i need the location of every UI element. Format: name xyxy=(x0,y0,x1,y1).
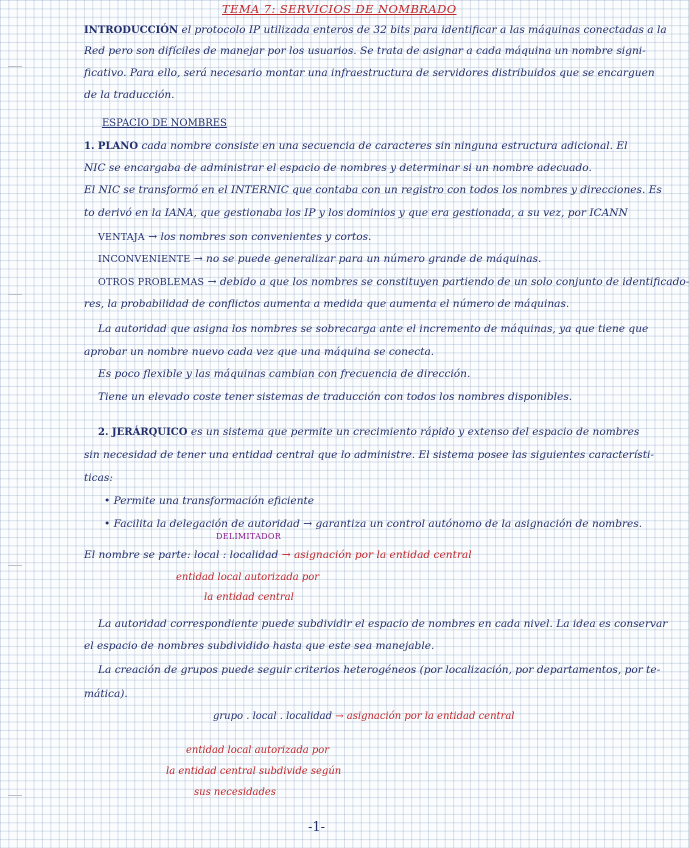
plano-lead: 1. PLANO xyxy=(84,141,139,152)
inconveniente-label: INCONVENIENTE xyxy=(98,254,191,265)
plano-line xyxy=(84,140,628,153)
jerarquico-lead: 2. JERÁRQUICO xyxy=(98,427,188,438)
otros-line: Tiene un elevado coste tener sistemas de traducción con todos los nombres disponibles. xyxy=(98,391,573,403)
intro-lead: INTRODUCCIÓN xyxy=(84,25,179,36)
ventaja-label: VENTAJA xyxy=(98,232,145,243)
intro-line: Red pero son difíciles de manejar por los usuarios. Se trata de asignar a cada máquina un nombre signi- xyxy=(84,45,646,57)
plano-line: to derivó en la IANA, que gestionaba los IP y los dominios y que era gestionada, a su vez, por ICANN xyxy=(84,207,628,219)
otros-line: OTROS PROBLEMAS → debido a que los nombres se constituyen partiendo de un solo conjunto de identificado- xyxy=(98,276,689,288)
page-number: -1- xyxy=(308,820,326,835)
inconveniente-text: no se puede generalizar para un número grande de máquinas. xyxy=(206,253,542,265)
margin-mark xyxy=(8,66,22,67)
bullet-text: Facilita la delegación de autoridad → garantiza un control autónomo de la asignación de nombres. xyxy=(113,518,643,530)
more-line: el espacio de nombres subdividido hasta que este sea manejable. xyxy=(84,640,435,652)
ventaja-line: VENTAJA → los nombres son convenientes y cortos. xyxy=(98,231,372,243)
plano-line: NIC se encargaba de administrar el espacio de nombres y determinar si un nombre adecuado. xyxy=(84,162,592,174)
bullet-text: Permite una transformación eficiente xyxy=(113,495,315,507)
section-heading: ESPACIO DE NOMBRES xyxy=(102,118,227,129)
margin-mark xyxy=(8,294,22,295)
otros-line: res, la probabilidad de conflictos aumenta a medida que aumenta el número de máquinas. xyxy=(84,298,570,310)
otros-text: debido a que los nombres se constituyen partiendo de un solo conjunto de identificado- xyxy=(219,276,689,288)
more-line: La creación de grupos puede seguir criterios heterogéneos (por localización, por departamentos, por te- xyxy=(98,664,661,676)
otros-line: La autoridad que asigna los nombres se sobrecarga ante el incremento de máquinas, ya que tiene que xyxy=(98,323,649,335)
intro-line xyxy=(84,24,667,37)
jerarquico-line xyxy=(98,426,640,439)
inconveniente-line: INCONVENIENTE → no se puede generalizar para un número grande de máquinas. xyxy=(98,253,542,265)
grupo-annotation: la entidad central subdivide según xyxy=(166,766,342,777)
more-line: La autoridad correspondiente puede subdividir el espacio de nombres en cada nivel. La idea es conservar xyxy=(98,618,668,630)
margin-mark xyxy=(8,795,22,796)
page-title: TEMA 7: SERVICIOS DE NOMBRADO xyxy=(222,2,457,16)
grupo-annotation: sus necesidades xyxy=(194,787,276,798)
delimitador-label: DELIMITADOR xyxy=(216,532,282,541)
intro-line: ficativo. Para ello, será necesario montar una infraestructura de servidores distribuidos que se encarguen xyxy=(84,67,655,79)
partes-label: El nombre se parte: xyxy=(84,549,191,561)
margin-mark xyxy=(8,565,22,566)
intro-line: de la traducción. xyxy=(84,89,175,101)
partes-arrow-text: → asignación por la entidad central xyxy=(281,549,472,561)
intro-text: el protocolo IP utilizada enteros de 32 bits para identificar a las máquinas conectadas a la xyxy=(181,24,667,36)
grupo-value: grupo . local . localidad xyxy=(213,711,333,722)
partes-line xyxy=(84,549,604,562)
bullet-item: • Facilita la delegación de autoridad → garantiza un control autónomo de la asignación de nombres. xyxy=(104,518,643,530)
grupo-arrow-text: → asignación por la entidad central xyxy=(335,711,515,722)
jerarquico-line: sin necesidad de tener una entidad central que lo administre. El sistema posee las siguientes característi- xyxy=(84,449,654,461)
local-annotation: la entidad central xyxy=(204,592,294,603)
plano-line: El NIC se transformó en el INTERNIC que contaba con un registro con todos los nombres y direcciones. Es xyxy=(84,184,662,196)
grupo-annotation: entidad local autorizada por xyxy=(186,745,330,756)
bullet-item: • Permite una transformación eficiente xyxy=(104,495,315,507)
local-annotation: entidad local autorizada por xyxy=(176,572,320,583)
ventaja-text: los nombres son convenientes y cortos. xyxy=(160,231,372,243)
grupo-line xyxy=(213,711,514,722)
otros-line: Es poco flexible y las máquinas cambian con frecuencia de dirección. xyxy=(98,368,471,380)
partes-value: local : localidad xyxy=(193,549,279,561)
more-line: mática). xyxy=(84,688,128,700)
plano-text: cada nombre consiste en una secuencia de caracteres sin ninguna estructura adicional. El xyxy=(141,140,628,152)
jerarquico-text: es un sistema que permite un crecimiento rápido y extenso del espacio de nombres xyxy=(190,426,640,438)
otros-line: aprobar un nombre nuevo cada vez que una máquina se conecta. xyxy=(84,346,435,358)
jerarquico-line: ticas: xyxy=(84,472,113,484)
otros-label: OTROS PROBLEMAS xyxy=(98,277,205,288)
